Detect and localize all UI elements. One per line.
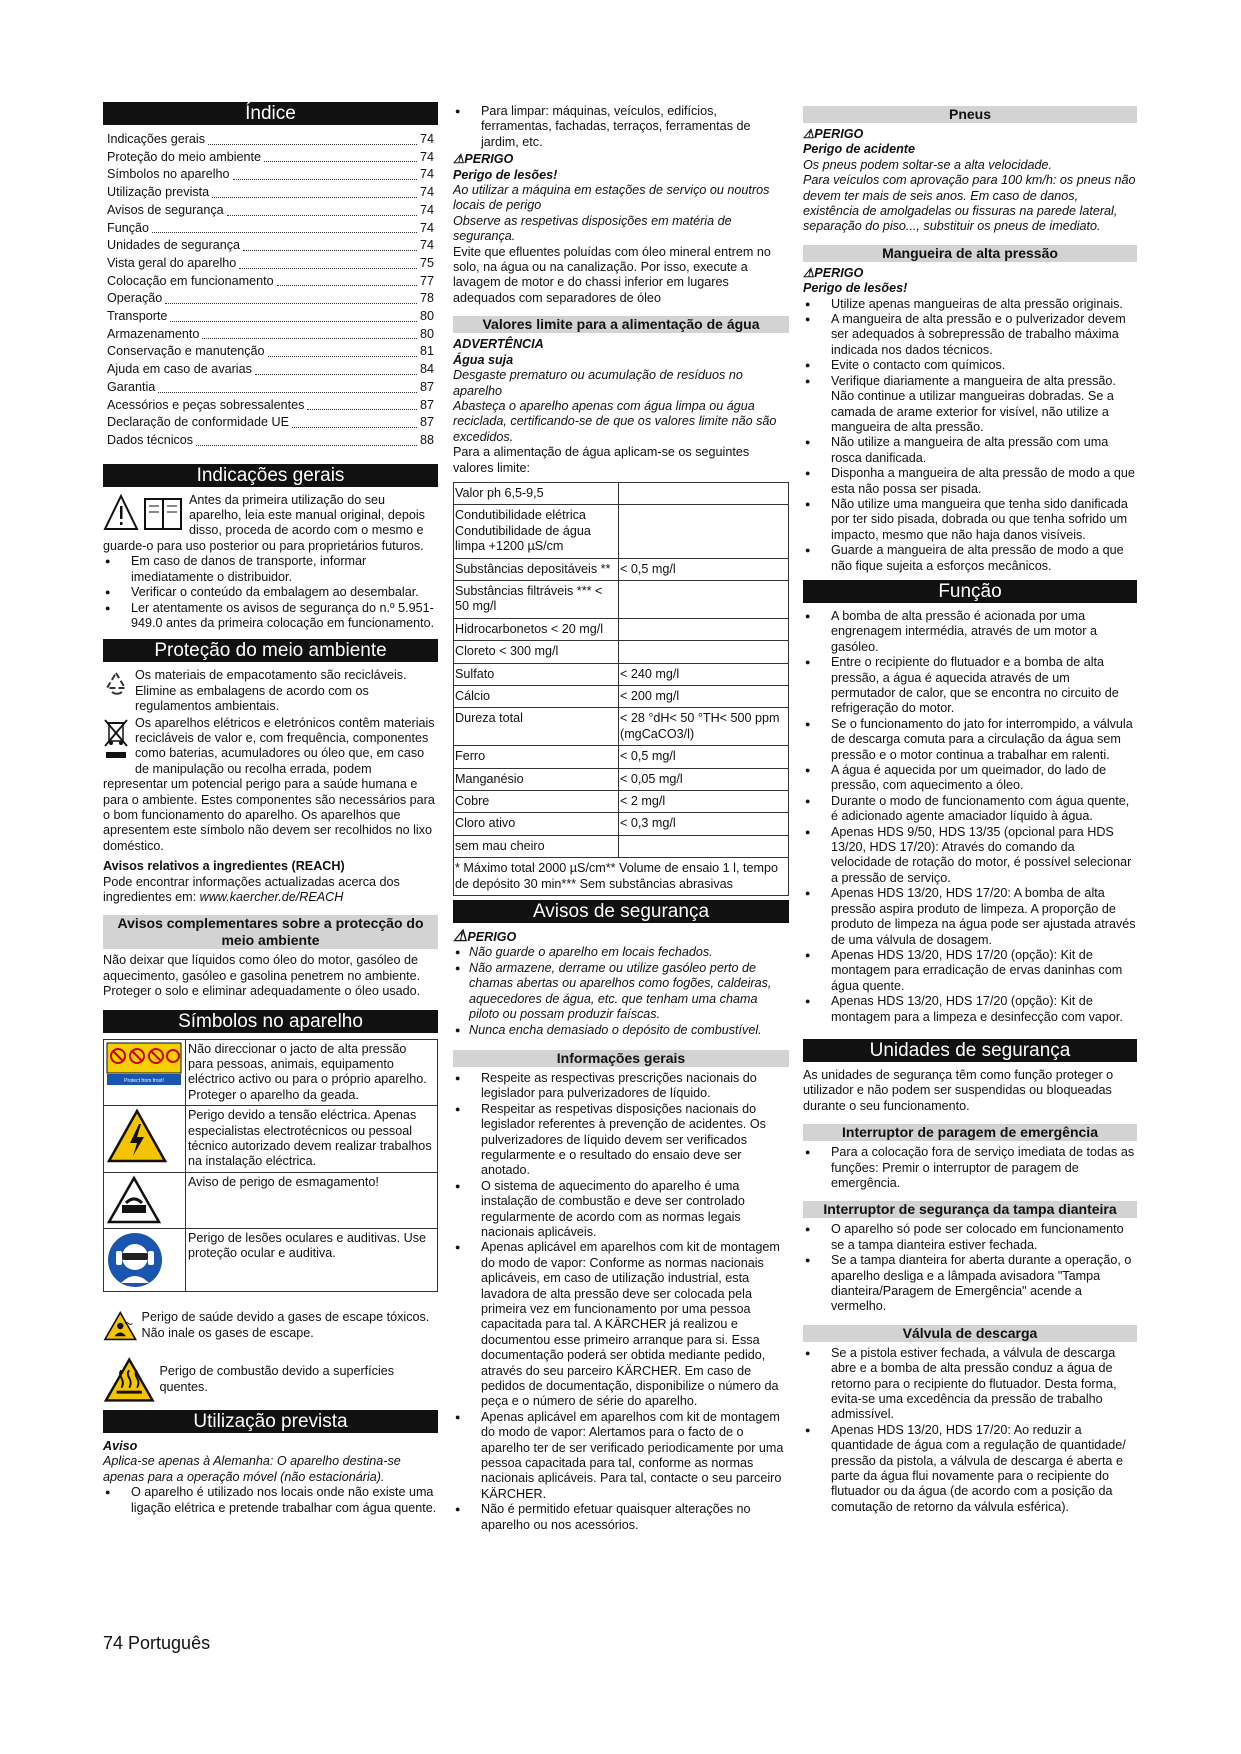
table-cell: < 240 mg/l: [619, 663, 789, 685]
toc-dots: [264, 161, 417, 162]
table-cell: [619, 618, 789, 640]
heading-relief-valve: Válvula de descarga: [803, 1325, 1137, 1342]
env-electrical-text: Os aparelhos elétricos e eletrónicos contêm materiais recicláveis de valor e, com frequência, componentes como baterias, acumuladores ou óleo que, em caso de manipulação ou recolha errada, podem representar um potencial perigo para a saúde humana e para o ambiente. Estes componentes são necessários para o bom funcionamento do aparelho. Os aparelhos que apresentem este símbolo não devem ser recolhidos no lixo doméstico.: [103, 715, 435, 853]
list-item: ● Não utilize a mangueira de alta pressão com uma rosca danificada.: [803, 435, 1137, 466]
table-cell: Manganésio: [454, 768, 619, 790]
list-item: ● Durante o modo de funcionamento com água quente, é adicionado agente amaciador líquido à água.: [803, 794, 1137, 825]
function-list: [803, 609, 1137, 1025]
table-row: [454, 580, 789, 618]
advertencia-text: Desgaste prematuro ou acumulação de resíduos no aparelho: [453, 368, 743, 398]
table-cell: Cobre: [454, 791, 619, 813]
table-cell: Substâncias depositáveis **: [454, 558, 619, 580]
toc-page-number: 87: [419, 415, 434, 430]
tyres-subtitle: Perigo de acidente: [803, 142, 915, 157]
toc-entry[interactable]: [103, 397, 438, 415]
toc-heading: Índice: [103, 102, 438, 125]
toc-page-number: 74: [419, 167, 434, 182]
table-cell: < 200 mg/l: [619, 686, 789, 708]
use-list-cont: [453, 104, 789, 150]
table-cell: Cloreto < 300 mg/l: [454, 641, 619, 663]
heading-general: Indicações gerais: [103, 464, 438, 487]
symbol-text: Perigo de lesões oculares e auditivas. Use proteção ocular e auditiva.: [186, 1228, 438, 1291]
list-item: ● A bomba de alta pressão é acionada por uma engrenagem intermédia, através de um motor a gasóleo.: [803, 609, 1137, 655]
toc-entry-title: Colocação em funcionamento: [107, 273, 274, 288]
list-item: ● Disponha a mangueira de alta pressão de modo a que esta não possa ser pisada.: [803, 466, 1137, 497]
heading-water-limits: Valores limite para a alimentação de água: [453, 316, 789, 333]
table-cell: < 28 °dH< 50 °TH< 500 ppm (mgCaCO3/l): [619, 708, 789, 746]
table-cell: [619, 505, 789, 558]
toc-entry[interactable]: [103, 220, 438, 238]
heading-general-info: Informações gerais: [453, 1050, 789, 1067]
toc-dots: [196, 445, 417, 446]
toc-entry-title: Função: [107, 220, 150, 235]
toc-page-number: 74: [419, 238, 434, 253]
toxic-gas-icon: [103, 1302, 138, 1350]
advertencia-subtitle: Água suja: [453, 352, 514, 367]
list-item: ● Guarde a mangueira de alta pressão de modo a que não fique sujeita a esforços mecânicos.: [803, 543, 1137, 574]
toc-dots: [208, 144, 417, 145]
toc-entry-title: Proteção do meio ambiente: [107, 149, 262, 164]
danger-text: Ao utilizar a máquina em estações de serviço ou noutros locais de perigo: [453, 183, 770, 213]
toc-entry[interactable]: [103, 184, 438, 202]
crossed-bin-icon: [103, 718, 129, 764]
toc-entry[interactable]: [103, 166, 438, 184]
toc-entry[interactable]: [103, 326, 438, 344]
table-row: [454, 482, 789, 504]
electric-hazard-icon: [106, 1108, 168, 1164]
water-note: * Máximo total 2000 µS/cm** Volume de ensaio 1 l, tempo de depósito 30 min*** Sem substâncias abrasivas: [454, 858, 789, 896]
toc-dots: [165, 303, 417, 304]
toc-page-number: 74: [419, 220, 434, 235]
list-item: ● Não é permitido efetuar quaisquer alterações no aparelho ou nos acessórios.: [453, 1502, 789, 1533]
toc-dots: [202, 338, 417, 339]
table-cell: sem mau cheiro: [454, 835, 619, 857]
toc-entry[interactable]: [103, 290, 438, 308]
toc-page-number: 84: [419, 362, 434, 377]
svg-text:Protect from frost!: Protect from frost!: [124, 1077, 164, 1084]
list-item: ● Em caso de danos de transporte, informar imediatamente o distribuidor.: [103, 554, 438, 585]
symbol-cell: [104, 1172, 186, 1228]
column-1: [103, 100, 438, 1516]
table-row: [454, 858, 789, 896]
use-text: Evite que efluentes poluídas com óleo mineral entrem no solo, na água ou na canalização. Por isso, execute a lavagem de motor e do chassi inferior em lugares adequados com separadores de óleo: [453, 244, 771, 305]
heading-function: Função: [803, 580, 1137, 603]
emergency-list: [803, 1145, 1137, 1191]
tyres-danger-label: ⚠PERIGO: [803, 127, 864, 141]
toc-dots: [170, 321, 417, 322]
list-item: ● Evite o contacto com químicos.: [803, 358, 1137, 373]
toc-entry[interactable]: [103, 149, 438, 167]
symbol-cell: [104, 1106, 186, 1173]
symbol-cell: [104, 1228, 186, 1291]
heading-environment: Proteção do meio ambiente: [103, 639, 438, 662]
list-item: ● O aparelho só pode ser colocado em funcionamento se a tampa dianteira estiver fechada.: [803, 1222, 1137, 1253]
table-row: [454, 746, 789, 768]
danger-text: Observe as respetivas disposições em matéria de segurança.: [453, 213, 732, 244]
list-item: ● A mangueira de alta pressão e o pulverizador devem ser adequados à sobrepressão de trabalho máxima indicada nos dados técnicos.: [803, 312, 1137, 358]
list-item: ● Se a tampa dianteira for aberta durante a operação, o aparelho desliga e a lâmpada avisadora "Tampa dianteira/Paragem de Emergência" acende a vermelho.: [803, 1253, 1137, 1315]
toc-entry-title: Símbolos no aparelho: [107, 167, 230, 182]
toc-dots: [227, 215, 417, 216]
heading-env-complement: Avisos complementares sobre a protecção do meio ambiente: [103, 915, 438, 949]
warning-triangle-icon: ⚠: [803, 265, 815, 280]
table-row: [454, 686, 789, 708]
toc-entry-title: Garantia: [107, 379, 156, 394]
toc-dots: [255, 374, 417, 375]
column-2: [453, 100, 789, 1533]
toc-dots: [212, 197, 417, 198]
toc-entry-title: Indicações gerais: [107, 132, 206, 146]
table-cell: Hidrocarbonetos < 20 mg/l: [454, 618, 619, 640]
symbol-text: Perigo devido a tensão eléctrica. Apenas especialistas electrotécnicos ou pessoal técnico autorizado devem realizar trabalhos na instalação eléctrica.: [186, 1106, 438, 1173]
list-item: ● A água é aquecida por um queimador, do lado de pressão, com aquecimento a óleo.: [803, 763, 1137, 794]
toc-page-number: 74: [419, 202, 434, 217]
toc-entry-title: Avisos de segurança: [107, 202, 224, 217]
reach-link[interactable]: www.kaercher.de/REACH: [199, 890, 344, 904]
use-aviso-title: Aviso: [103, 1438, 138, 1453]
table-cell: Substâncias filtráveis *** < 50 mg/l: [454, 580, 619, 618]
hose-subtitle: Perigo de lesões!: [803, 281, 908, 296]
toc-page-number: 81: [419, 344, 434, 359]
safety-units-text: As unidades de segurança têm como função proteger o utilizador e não podem ser suspendidas ou bloqueadas durante o seu funcionamento.: [803, 1067, 1114, 1113]
toc-entry[interactable]: [103, 255, 438, 273]
column-3: [803, 100, 1137, 1515]
toc-page-number: 74: [419, 132, 434, 146]
table-cell: [619, 580, 789, 618]
toc-entry[interactable]: [103, 131, 438, 149]
symbol-row: [104, 1228, 438, 1291]
list-item: ● Respeite as respectivas prescrições nacionais do legislador para pulverizadores de líquido.: [453, 1071, 789, 1102]
list-item: ● O aparelho é utilizado nos locais onde não existe uma ligação elétrica e pretende trabalhar com água quente.: [103, 1485, 438, 1516]
no-spray-icon: [106, 1042, 182, 1086]
list-item: ● Nunca encha demasiado o depósito de combustível.: [453, 1023, 789, 1038]
tyres-text: Para veículos com aprovação para 100 km/h: os pneus não devem ter mais de seis anos. Em caso de danos, existência de amolgadelas ou fissuras na parede lateral, separação do piso..., substituir os pneus de imediato.: [803, 173, 1136, 234]
toc-entry[interactable]: [103, 202, 438, 220]
toc-entry[interactable]: [103, 414, 438, 432]
danger-subtitle: Perigo de lesões!: [453, 167, 558, 182]
table-cell: < 0,5 mg/l: [619, 558, 789, 580]
table-cell: < 0,3 mg/l: [619, 813, 789, 835]
list-item: ● Apenas HDS 13/20, HDS 17/20: Ao reduzir a quantidade de água com a regulação de quantidade/ pressão da pistola, a válvula de descarga é aberta e parte da água flui novamente para o recipiente do flutuador ou da água (de acordo com a posição da comutação de retorno da válvula esférica).: [803, 1423, 1137, 1515]
table-cell: < 2 mg/l: [619, 791, 789, 813]
toc-entry[interactable]: [103, 379, 438, 397]
list-item: ● Apenas HDS 13/20, HDS 17/20: A bomba de alta pressão aspira produto de limpeza. A proporção de produto de limpeza na água pode ser ajustada através de uma válvula de dosagem.: [803, 886, 1137, 948]
hose-danger-label: ⚠PERIGO: [803, 265, 864, 280]
toc-entry[interactable]: [103, 237, 438, 255]
list-item: ● Para a colocação fora de serviço imediata de todas as funções: Premir o interruptor de paragem de emergência.: [803, 1145, 1137, 1191]
heading-emergency-stop: Interruptor de paragem de emergência: [803, 1124, 1137, 1141]
table-cell: Valor ph 6,5-9,5: [454, 482, 619, 504]
exhaust-warning: Perigo de saúde devido a gases de escape tóxicos. Não inale os gases de escape.: [103, 1302, 438, 1350]
table-row: [454, 708, 789, 746]
crush-hazard-icon: [106, 1175, 162, 1225]
symbol-text: Aviso de perigo de esmagamento!: [186, 1172, 438, 1228]
toc-page-number: 80: [419, 309, 434, 324]
warning-triangle-icon: ⚠: [453, 152, 465, 167]
toc-dots: [233, 179, 417, 180]
toc-dots: [292, 427, 417, 428]
advertencia-text: Abasteça o aparelho apenas com água limpa ou água reciclada, certificando-se de que os valores limite não são excedidos.: [453, 398, 777, 444]
heading-symbols: Símbolos no aparelho: [103, 1010, 438, 1033]
cover-switch-list: [803, 1222, 1137, 1314]
toc-entry-title: Armazenamento: [107, 326, 200, 341]
toc-entry-title: Operação: [107, 291, 163, 306]
symbols-table: [103, 1039, 438, 1292]
water-intro: Para a alimentação de água aplicam-se os seguintes valores limite:: [453, 445, 750, 475]
toc-dots: [268, 356, 417, 357]
list-item: ● Apenas aplicável em aparelhos com kit de montagem do modo de vapor: Alertamos para o facto de o aparelho ter de ser verificado periodicamente por uma pessoa capacitada para tal, conforme as normas nacionais aplicáveis. Para tal, contacte o seu parceiro KÄRCHER.: [453, 1410, 789, 1502]
toc-page-number: 87: [419, 379, 434, 394]
water-limits-table: [453, 482, 789, 896]
toc-entry-title: Dados técnicos: [107, 432, 194, 447]
toc-list: [103, 131, 438, 450]
general-info-list: [453, 1071, 789, 1533]
list-item: ● Respeitar as respetivas disposições nacionais do legislador referentes à prevenção de acidentes. Os pulverizadores de líquido devem ser verificados regularmente e o resultado do ensaio deve ser anotado.: [453, 1102, 789, 1179]
table-row: [454, 768, 789, 790]
symbol-row: [104, 1106, 438, 1173]
warning-triangle-icon: ⚠: [803, 127, 815, 141]
toc-page-number: 74: [419, 149, 434, 164]
table-cell: Cálcio: [454, 686, 619, 708]
toc-page-number: 77: [419, 273, 434, 288]
toc-page-number: 75: [419, 255, 434, 270]
toc-entry[interactable]: [103, 432, 438, 450]
table-row: [454, 618, 789, 640]
toc-entry-title: Declaração de conformidade UE: [107, 415, 290, 430]
list-item: ● Verifique diariamente a mangueira de alta pressão. Não continue a utilizar mangueiras dobradas. Se a camada de arame exterior for visível, não utilize a mangueira de alta pressão.: [803, 374, 1137, 436]
advertencia-label: ADVERTÊNCIA: [453, 337, 544, 352]
toc-entry[interactable]: [103, 273, 438, 291]
list-item: ● Não utilize uma mangueira que tenha sido danificada por ter sido pisada, dobrada ou que tenha sofrido um impacto, mesmo que não haja danos visíveis.: [803, 497, 1137, 543]
use-aviso-text: Aplica-se apenas à Alemanha: O aparelho destina-se apenas para a operação móvel (não estacionária).: [103, 1454, 401, 1484]
list-item: ● Não guarde o aparelho em locais fechados.: [453, 945, 789, 960]
heading-safety: Avisos de segurança: [453, 900, 789, 923]
heading-cover-switch: Interruptor de segurança da tampa dianteira: [803, 1201, 1137, 1218]
reach-text: Pode encontrar informações actualizadas acerca dos ingredientes em: www.kaercher.de/REACH: [103, 874, 400, 904]
toc-dots: [239, 268, 417, 269]
table-row: [454, 558, 789, 580]
heading-tyres: Pneus: [803, 106, 1137, 123]
env-complement-text: Não deixar que líquidos como óleo do motor, gasóleo de aquecimento, gasóleo e gasolina penetrem no ambiente. Proteger o solo e eliminar adequadamente o óleo usado.: [103, 953, 421, 999]
heading-safety-units: Unidades de segurança: [803, 1039, 1137, 1062]
toc-page-number: 87: [419, 397, 434, 412]
toc-page-number: 80: [419, 326, 434, 341]
table-cell: Sulfato: [454, 663, 619, 685]
warning-triangle-icon: ⚠: [453, 928, 468, 946]
table-row: [454, 663, 789, 685]
table-cell: < 0,5 mg/l: [619, 746, 789, 768]
list-item: ● Entre o recipiente do flutuador e a bomba de alta pressão, a água é aquecida através de um permutador de calor, que se encontra no circuito de refrigeração do motor.: [803, 655, 1137, 717]
warning-manual-icon: [103, 493, 185, 533]
use-list: [103, 1485, 438, 1516]
table-row: [454, 505, 789, 558]
heading-hose: Mangueira de alta pressão: [803, 245, 1137, 262]
symbol-cell: [104, 1039, 186, 1106]
toc-dots: [158, 392, 417, 393]
tyres-text: Os pneus podem soltar-se a alta velocidade.: [803, 157, 1052, 172]
page-footer: 74 Português: [103, 1633, 211, 1653]
table-cell: [619, 641, 789, 663]
list-item: ● Apenas HDS 13/20, HDS 17/20 (opção): Kit de montagem para a limpeza e desinfecção com vapor.: [803, 994, 1137, 1025]
symbol-row: [104, 1039, 438, 1106]
table-cell: < 0,05 mg/l: [619, 768, 789, 790]
toc-entry-title: Vista geral do aparelho: [107, 255, 237, 270]
toc-entry-title: Conservação e manutenção: [107, 344, 265, 359]
list-item: ● Apenas HDS 13/20, HDS 17/20 (opção): Kit de montagem para erradicação de ervas daninhas com água quente.: [803, 948, 1137, 994]
list-item: ● Não armazene, derrame ou utilize gasóleo perto de chamas abertas ou aparelhos como fogões, caldeiras, aquecedores de água, etc. que tenham uma chama piloto ou possam produzir faíscas.: [453, 961, 789, 1023]
table-row: [454, 791, 789, 813]
table-cell: [619, 482, 789, 504]
safety-list: [453, 945, 789, 1037]
list-item: ● Verificar o conteúdo da embalagem ao desembalar.: [103, 585, 438, 600]
table-cell: Ferro: [454, 746, 619, 768]
hot-surface-icon: [103, 1356, 156, 1404]
env-packaging-text: Os materiais de empacotamento são recicláveis. Elimine as embalagens de acordo com os regulamentos ambientais.: [135, 668, 407, 714]
toc-dots: [152, 232, 417, 233]
list-item: ● Apenas HDS 9/50, HDS 13/35 (opcional para HDS 13/20, HDS 17/20): Através do comando da velocidade de rotação do motor, é possível selecionar a pressão de serviço.: [803, 825, 1137, 887]
list-item: ● Apenas aplicável em aparelhos com kit de montagem do modo de vapor: Conforme as normas nacionais aplicáveis, em caso de utilização industrial, esta lavadora de alta pressão deve ser colocada pela primeira vez em funcionamento por uma pessoa capacitada para tal. A KÄRCHER já realizou e documentou esse primeiro arranque para si. Essa documentação poderá ser obtida mediante pedido, através do seu parceiro KÄRCHER. Em caso de pedidos de documentação, disponibilize o número da peça e o número de série do aparelho.: [453, 1240, 789, 1409]
table-row: [454, 835, 789, 857]
list-item: ● Para limpar: máquinas, veículos, edifícios, ferramentas, fachadas, terraços, ferramentas de jardim, etc.: [453, 104, 789, 150]
toc-page-number: 78: [419, 291, 434, 306]
hot-surface-warning: Perigo de combustão devido a superfícies quentes.: [103, 1356, 438, 1404]
toc-entry-title: Acessórios e peças sobressalentes: [107, 397, 305, 412]
list-item: ● Utilize apenas mangueiras de alta pressão originais.: [803, 297, 1137, 312]
toc-dots: [243, 250, 417, 251]
toc-entry-title: Transporte: [107, 309, 168, 324]
symbol-text: Não direccionar o jacto de alta pressão para pessoas, animais, equipamento eléctrico activo ou para o próprio aparelho. Proteger o aparelho da geada.: [186, 1039, 438, 1106]
reach-title: Avisos relativos a ingredientes (REACH): [103, 859, 345, 874]
toc-dots: [277, 285, 417, 286]
danger-label: ⚠PERIGO: [453, 152, 514, 167]
toc-page-number: 74: [419, 185, 434, 200]
list-item: ● Se a pistola estiver fechada, a válvula de descarga abre e a bomba de alta pressão conduz a água de retorno para o recipiente do flutuador. Desta forma, evita-se uma excedência da pressão de trabalho admissível.: [803, 1346, 1137, 1423]
toc-entry-title: Unidades de segurança: [107, 238, 241, 253]
list-item: ● O sistema de aquecimento do aparelho é uma instalação de combustão e deve ser controlado regularmente de acordo com as normas legais nacionais aplicáveis.: [453, 1179, 789, 1241]
symbol-row: [104, 1172, 438, 1228]
table-cell: Condutibilidade elétrica Condutibilidade de água limpa +1200 µS/cm: [454, 505, 619, 558]
toc-entry-title: Utilização prevista: [107, 185, 210, 200]
toc-entry[interactable]: [103, 343, 438, 361]
toc-entry[interactable]: [103, 308, 438, 326]
heading-intended-use: Utilização prevista: [103, 1410, 438, 1433]
toc-page-number: 88: [419, 432, 434, 447]
table-cell: [619, 835, 789, 857]
table-cell: Dureza total: [454, 708, 619, 746]
toc-entry[interactable]: [103, 361, 438, 379]
list-item: ● Se o funcionamento do jato for interrompido, a válvula de descarga comuta para a circulação da água sem pressão e o motor continua a trabalhar em ralenti.: [803, 717, 1137, 763]
list-item: ● Ler atentamente os avisos de segurança do n.º 5.951-949.0 antes da primeira colocação em funcionamento.: [103, 601, 438, 632]
hose-list: [803, 297, 1137, 574]
relief-valve-list: [803, 1346, 1137, 1515]
table-row: [454, 641, 789, 663]
recycle-icon: [103, 670, 129, 700]
safety-danger-label: ⚠PERIGO: [453, 928, 517, 946]
table-row: [454, 813, 789, 835]
table-cell: Cloro ativo: [454, 813, 619, 835]
toc-entry-title: Ajuda em caso de avarias: [107, 362, 252, 377]
eye-ear-protection-icon: [106, 1231, 164, 1289]
toc-dots: [307, 409, 417, 410]
general-list: [103, 554, 438, 631]
general-intro: Antes da primeira utilização do seu aparelho, leia este manual original, depois disso, proceda de acordo com o mesmo e guarde-o para uso posterior ou para proprietários futuros.: [103, 492, 425, 553]
